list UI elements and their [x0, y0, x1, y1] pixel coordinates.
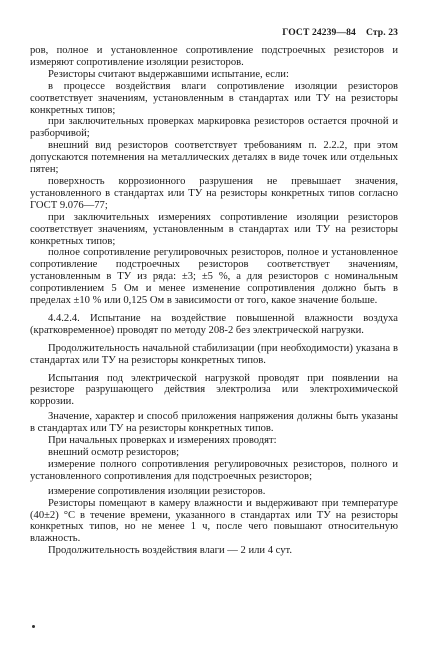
paragraph-criterion-resistance: полное сопротивление регулировочных резисторов, полное и установленное сопротивление подстроечных резисторов соответствует значениям, установленным в ТУ из ряда: ±3; ±5 %, а для резисторов с номинальным сопротивлением 5 Ом и менее изменение сопротивления должно быть в пределах ±10 % или 0,125 Ом в зависимости от того, какое значение больше. — [30, 247, 398, 307]
paragraph-criterion-insulation-during: в процессе воздействия влаги сопротивление изоляции резисторов соответствует значениям, установленным в стандартах или ТУ на резисторы конкретных типов; — [30, 80, 398, 116]
paragraph-criterion-marking: при заключительных проверках маркировка резисторов остается прочной и разборчивой; — [30, 116, 398, 140]
paragraph-load-testing: Испытания под электрической нагрузкой проводят при появлении на резисторе разрушающего действия электролиза или электрохимической коррозии. — [30, 372, 398, 408]
paragraph-continuation: ров, полное и установленное сопротивление подстроечных резисторов и измеряют сопротивление изоляции резисторов. — [30, 45, 398, 68]
paragraph-stabilization: Продолжительность начальной стабилизации (при необходимости) указана в стандартах или ТУ на резисторы конкретных типов. — [30, 342, 398, 366]
paragraph-exposure-duration: Продолжительность воздействия влаги — 2 или 4 сут. — [48, 545, 293, 557]
page-number: Стр. 23 — [365, 27, 398, 38]
gost-number: ГОСТ 24239—84 — [282, 27, 356, 38]
scan-speck — [32, 625, 35, 628]
paragraph-visual-inspection: внешний осмотр резисторов; — [48, 447, 180, 458]
paragraph-criterion-appearance: внешний вид резисторов соответствует требованиям п. 2.2.2, при этом допускаются потемнения на металлических деталях в виде точек или отдельных пятен; — [30, 140, 398, 176]
paragraph-resistance-measurement: измерение полного сопротивления регулировочных резисторов, полного и установленного сопротивления для подстроечных резисторов; — [30, 458, 398, 482]
page-header — [282, 27, 398, 38]
paragraph-insulation-measurement: измерение сопротивления изоляции резисторов. — [48, 485, 266, 497]
paragraph-section-4-4-2-4: 4.4.2.4. Испытание на воздействие повышенной влажности воздуха (кратковременное) проводят по методу 208-2 без электрической нагрузки. — [30, 312, 398, 336]
paragraph-criterion-insulation-final: при заключительных измерениях сопротивление изоляции резисторов соответствует значениям, установленным в стандартах или ТУ на резисторы конкретных типов; — [30, 211, 398, 247]
paragraph-criteria-intro: Резисторы считают выдержавшими испытание, если: — [48, 68, 289, 80]
document-body — [30, 45, 398, 557]
paragraph-initial-checks: При начальных проверках и измерениях проводят: — [48, 435, 277, 447]
paragraph-voltage: Значение, характер и способ приложения напряжения должны быть указаны в стандартах или ТУ на резисторы конкретных типов. — [30, 411, 398, 435]
paragraph-humidity-chamber: Резисторы помещают в камеру влажности и выдерживают при температуре (40±2) °С в течение времени, указанного в стандартах или ТУ на резисторы конкретных типов, но не менее 1 ч, после чего повышают относительную влажность. — [30, 497, 398, 545]
paragraph-criterion-corrosion: поверхность коррозионного разрушения не превышает значения, установленного в стандартах или ТУ на резисторы конкретных типов согласно ГОСТ 9.076—77; — [30, 175, 398, 211]
